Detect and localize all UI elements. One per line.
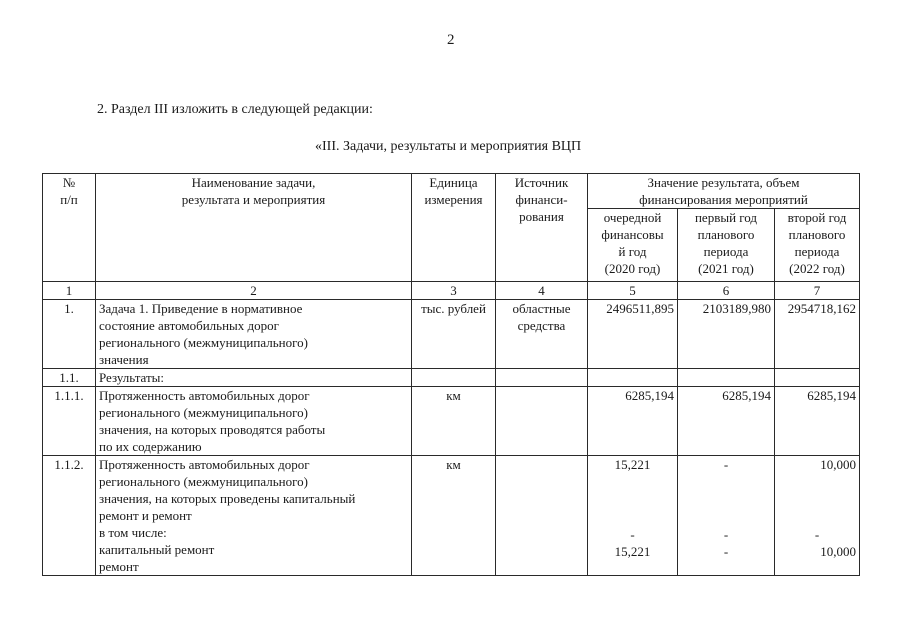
header-source: Источник финанси- рования xyxy=(496,174,588,282)
subrow-value: - xyxy=(630,527,635,542)
row-value-2020: 15,221 - 15,221 xyxy=(588,456,678,576)
table-row xyxy=(43,456,860,576)
header-year1: очередной финансовы й год (2020 год) xyxy=(588,209,678,282)
row-value-2022: 6285,194 xyxy=(775,387,860,456)
subrow-name: капитальный ремонт xyxy=(99,542,215,557)
row-value-2020: 2496511,895 xyxy=(588,300,678,369)
header-year3: второй год планового периода (2022 год) xyxy=(775,209,860,282)
header-unit: Единица измерения xyxy=(412,174,496,282)
tasks-results-table xyxy=(42,173,860,576)
col-index: 3 xyxy=(412,282,496,300)
header-value-group: Значение результата, объем финансирования мероприятий xyxy=(588,174,860,209)
row-value-2021: - - - xyxy=(678,456,775,576)
row-number: 1.1. xyxy=(43,369,96,387)
col-index: 1 xyxy=(43,282,96,300)
row-value-2020: 6285,194 xyxy=(588,387,678,456)
subrow-value: 15,221 xyxy=(614,544,651,559)
section-heading: «III. Задачи, результаты и мероприятия ВЦП xyxy=(315,139,582,154)
table-row xyxy=(43,369,860,387)
row-number: 1.1.2. xyxy=(43,456,96,576)
table-row xyxy=(43,387,860,456)
row-name: Задача 1. Приведение в нормативное состояние автомобильных дорог регионального (межмуниципального) значения xyxy=(96,300,412,369)
instruction-text: 2. Раздел III изложить в следующей редакции: xyxy=(97,102,373,117)
row-value-2021: 2103189,980 xyxy=(678,300,775,369)
subrow-value: - xyxy=(723,527,729,542)
header-year2: первый год планового периода (2021 год) xyxy=(678,209,775,282)
row-unit: км xyxy=(412,387,496,456)
row-value-2021: 6285,194 xyxy=(678,387,775,456)
row-unit: км xyxy=(412,456,496,576)
row-number: 1. xyxy=(43,300,96,369)
col-index: 6 xyxy=(678,282,775,300)
row-value-2022: 2954718,162 xyxy=(775,300,860,369)
subrow-value: - xyxy=(723,544,729,559)
row-unit: тыс. рублей xyxy=(412,300,496,369)
row-source: областные средства xyxy=(496,300,588,369)
header-name: Наименование задачи, результата и мероприятия xyxy=(96,174,412,282)
row-name: Протяженность автомобильных дорог регионального (межмуниципального) значения, на которых проведены капитальный ремонт и ремонт в том числе: капитальный ремонт ремонт xyxy=(96,456,412,576)
header-num: № п/п xyxy=(43,174,96,282)
row-value-2022: 10,000 - 10,000 xyxy=(775,456,860,576)
row-name: Протяженность автомобильных дорог регионального (межмуниципального) значения, на которых проводятся работы по их содержанию xyxy=(96,387,412,456)
col-index: 5 xyxy=(588,282,678,300)
col-index: 2 xyxy=(96,282,412,300)
column-index-row xyxy=(43,282,860,300)
row-number: 1.1.1. xyxy=(43,387,96,456)
subrow-name: ремонт xyxy=(99,559,139,574)
col-index: 7 xyxy=(775,282,860,300)
table-row xyxy=(43,300,860,369)
subrow-value: 10,000 xyxy=(820,544,856,559)
subrow-value: - xyxy=(814,527,820,542)
row-name: Результаты: xyxy=(96,369,412,387)
col-index: 4 xyxy=(496,282,588,300)
page-number: 2 xyxy=(447,32,455,48)
